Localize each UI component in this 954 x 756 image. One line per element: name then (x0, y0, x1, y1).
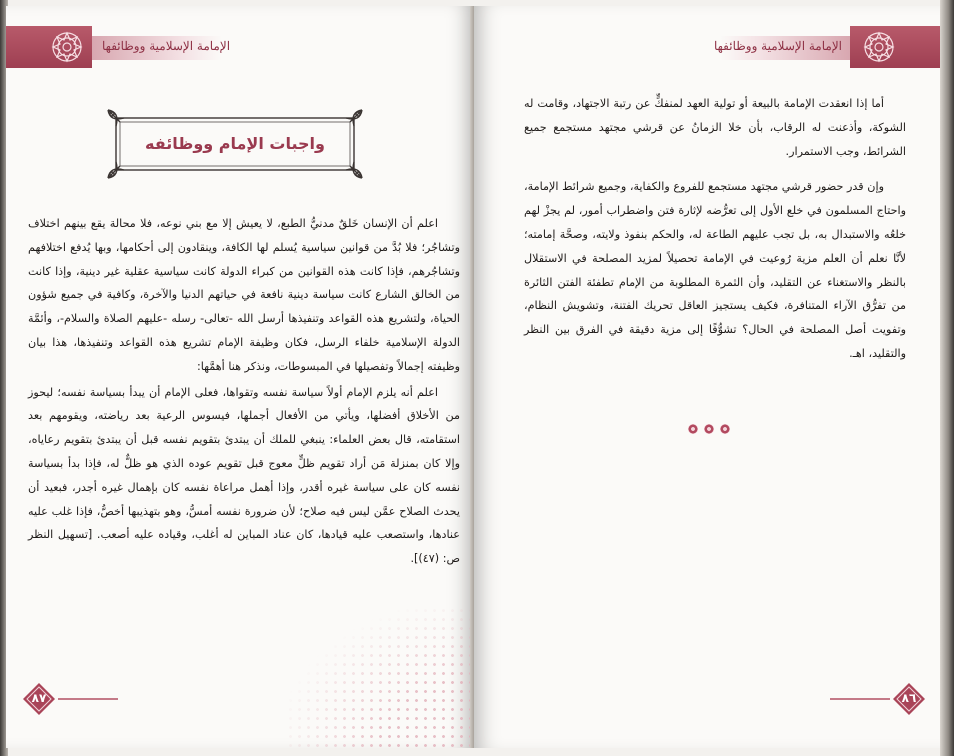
right-page (474, 6, 946, 748)
right-page-body (524, 92, 906, 366)
paragraph: وإن قدر حضور قرشي مجتهد مستجمع للفروع والكفاية، وجميع شرائط الإمامة، واحتاج المسلمون في خلع الأول إلى تعرُّضه لإثارة فتن واضطراب أمور، لم يجزْ لهم خلعُه والاستبدال به، بل تجب عليهم الطاعة له، والحكم بنفوذ ولايته، وصحَّة إمامته؛ لأنَّا نعلم أن العلم مزية رُوعيت في الإمامة تحصيلاً لمزيد المصلحة في الاستقلال بالنظر والاستغناء عن التقليد، وأن الثمرة المطلوبة من الإمام تطفئة الفتن الثائرة من تفرُّق الآراء المتنافرة، فكيف يستجيز العاقل تحريك الفتنة، وتشويش النظام، وتفويت أصل المصلحة في الحال؟ تشوُّفًا إلى مزية دقيقة في الفرق بين النظر والتقليد، اهـ. (524, 180, 906, 360)
paragraph: اعلم أن الإنسان خَلقٌ مدنيُّ الطبع، لا يعيش إلا مع بني نوعه، فلا محالة يقع بينهم اختلاف وتشاجُر؛ فلا بُدَّ من قوانين سياسية يُسلم لها الكافة، وينقادون إلى أحكامها، وبها يُدفع اختلافهم وتشاجُرهم، فإذا كانت هذه القوانين من كبراء الدولة كانت سياسية عقلية غير دينية، وإذا كانت من الخالق الشارع كانت سياسة دينية نافعة في حياتهم الدنيا والآخرة، وكافية في جميع شؤون الحياة، ولتشريع هذه القواعد وتنفيذها أرسل الله -تعالى- رسله -عليهم الصلاة والسلام-، وأئمَّة الدولة الإسلامية خلفاء الرسل، فكان وظيفة الإمام تشريع هذه القواعد وتنفيذها، هذا بيان وظيفته إجمالاً وتفصيلها في المبسوطات، ونذكر هنا أهمَّها: (28, 217, 460, 373)
page-number-badge (22, 682, 56, 716)
section-separator (688, 424, 730, 434)
left-page-body (28, 212, 460, 571)
rosette-icon (50, 30, 84, 64)
separator-ornament-icon (688, 424, 698, 434)
paragraph: أما إذا انعقدت الإمامة بالبيعة أو تولية العهد لمنفكٍّ عن رتبة الاجتهاد، وقامت له الشوكة، وأذعنت له الرقاب، بأن خلا الزمانُ عن قرشي مجتهد مستجمع جميع الشرائط، وجب الاستمرار. (524, 97, 906, 158)
decorative-dot-pattern (286, 606, 474, 748)
section-title-frame (106, 108, 364, 180)
page-number: ٨٦ (901, 691, 917, 705)
running-header-title: الإمامة الإسلامية ووظائفها (713, 39, 842, 53)
page-number: ٨٧ (31, 691, 47, 705)
left-page (6, 6, 474, 748)
running-header-title: الإمامة الإسلامية ووظائفها (102, 39, 231, 53)
paragraph: اعلم أنه يلزم الإمام أولاً سياسة نفسه وتقواها، فعلى الإمام أن يبدأ بسياسة نفسه؛ ليحوز من الأخلاق أفضلها، ويأتي من الأفعال أجملها، فيسوس الرعية بعد رياضته، ويقومهم بعد استقامته، قال بعض العلماء: ينبغي للملك أن يبتدئ بتقويم نفسه قبل أن يبتدئ بتقويم رعاياه، وإلا كان بمنزلة مَن أراد تقويم ظلٍّ معوج قبل تقويم عوده الذي هو ظلٌّ له، فإذا بدأ بسياسة نفسه كان على سياسة غيره أقدر، وإذا أهمل مراعاة نفسه كان بإهمال غيره أجدر، فبعيد أن يحدث الصلاح عمَّن ليس فيه صلاح؛ لأن ضرورة نفسه أمسُّ، وهو بتهذيبها أخصُّ، فإذا غلب عليه عنادها، واستصعب عليه قيادها، كان عناد المباين له أغلب، وقياده عليه أصعب. [تسهيل النظر ص: (٤٧)]. (28, 385, 460, 566)
page-number-rule (830, 698, 890, 700)
page-number-rule (58, 698, 118, 700)
separator-ornament-icon (720, 424, 730, 434)
page-number-badge (892, 682, 926, 716)
separator-ornament-icon (704, 424, 714, 434)
book-edge-right (940, 0, 954, 756)
rosette-icon (862, 30, 896, 64)
section-title: واجبات الإمام ووظائفه (145, 134, 325, 153)
